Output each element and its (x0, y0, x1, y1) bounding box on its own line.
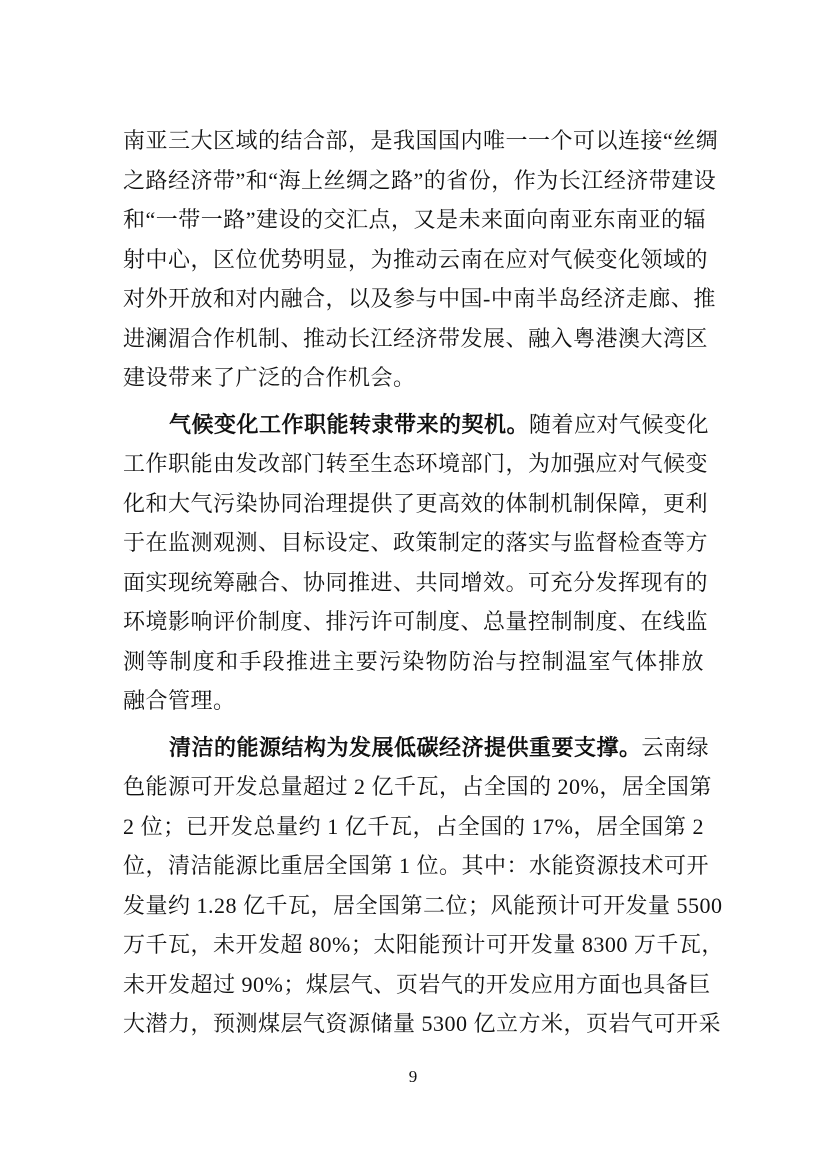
paragraph-lead-rest: 随着应对气候变化 (529, 411, 710, 437)
paragraph-climate-duty-transfer (123, 405, 710, 721)
text-line: 面实现统筹融合、协同推进、共同增效。可充分发挥现有的 (123, 569, 709, 595)
text-line: 融合管理。 (123, 688, 236, 713)
text-line: 和“一带一路”建设的交汇点，又是未来面向南亚东南亚的辐 (123, 207, 707, 232)
text-line (123, 405, 710, 445)
text-line: 测等制度和手段推进主要污染物防治与控制温室气体排放 (123, 648, 704, 674)
text-line: 南亚三大区域的结合部，是我国国内唯一一个可以连接“丝绸 (123, 128, 719, 153)
text-line (123, 728, 710, 768)
paragraph-clean-energy (123, 728, 724, 1044)
text-line: 色能源可开发总量超过 2 亿千瓦，占全国的 20%，居全国第 (123, 774, 712, 799)
paragraph-bold-lead: 清洁的能源结构为发展低碳经济提供重要支撑。 (169, 734, 642, 760)
text-line: 环境影响评价制度、排污许可制度、总量控制制度、在线监 (123, 609, 709, 634)
text-line: 未开发超过 90%；煤层气、页岩气的开发应用方面也具备巨 (123, 971, 711, 997)
page-number: 9 (408, 1067, 418, 1086)
text-line: 位，清洁能源比重居全国第 1 位。其中：水能资源技术可开 (123, 853, 710, 878)
text-line: 发量约 1.28 亿千瓦，居全国第二位；风能预计可开发量 5500 (123, 892, 723, 918)
text-line: 于在监测观测、目标设定、政策制定的落实与监督检查等方 (123, 530, 709, 555)
text-line: 化和大气污染协同治理提供了更高效的体制机制保障，更利 (123, 490, 709, 516)
text-line: 大潜力，预测煤层气资源储量 5300 亿立方米，页岩气可开采 (123, 1011, 722, 1036)
paragraph-region-overview (123, 121, 719, 398)
document-text-body (123, 121, 724, 1044)
text-line: 万千瓦，未开发超 80%；太阳能预计可开发量 8300 万千瓦， (123, 932, 724, 957)
text-line: 进澜湄合作机制、推动长江经济带发展、融入粤港澳大湾区 (123, 325, 709, 351)
paragraph-lead-rest: 云南绿 (641, 734, 710, 760)
text-line: 建设带来了广泛的合作机会。 (123, 365, 416, 390)
text-line: 之路经济带”和“海上丝绸之路”的省份，作为长江经济带建设 (123, 167, 717, 193)
text-line: 对外开放和对内融合，以及参与中国-中南半岛经济走廊、推 (123, 286, 716, 311)
text-line: 射中心，区位优势明显，为推动云南在应对气候变化领域的 (123, 246, 709, 272)
paragraph-bold-lead: 气候变化工作职能转隶带来的契机。 (169, 411, 530, 437)
text-line: 工作职能由发改部门转至生态环境部门，为加强应对气候变 (123, 451, 709, 476)
text-line: 2 位；已开发总量约 1 亿千瓦，占全国的 17%，居全国第 2 (123, 813, 704, 839)
